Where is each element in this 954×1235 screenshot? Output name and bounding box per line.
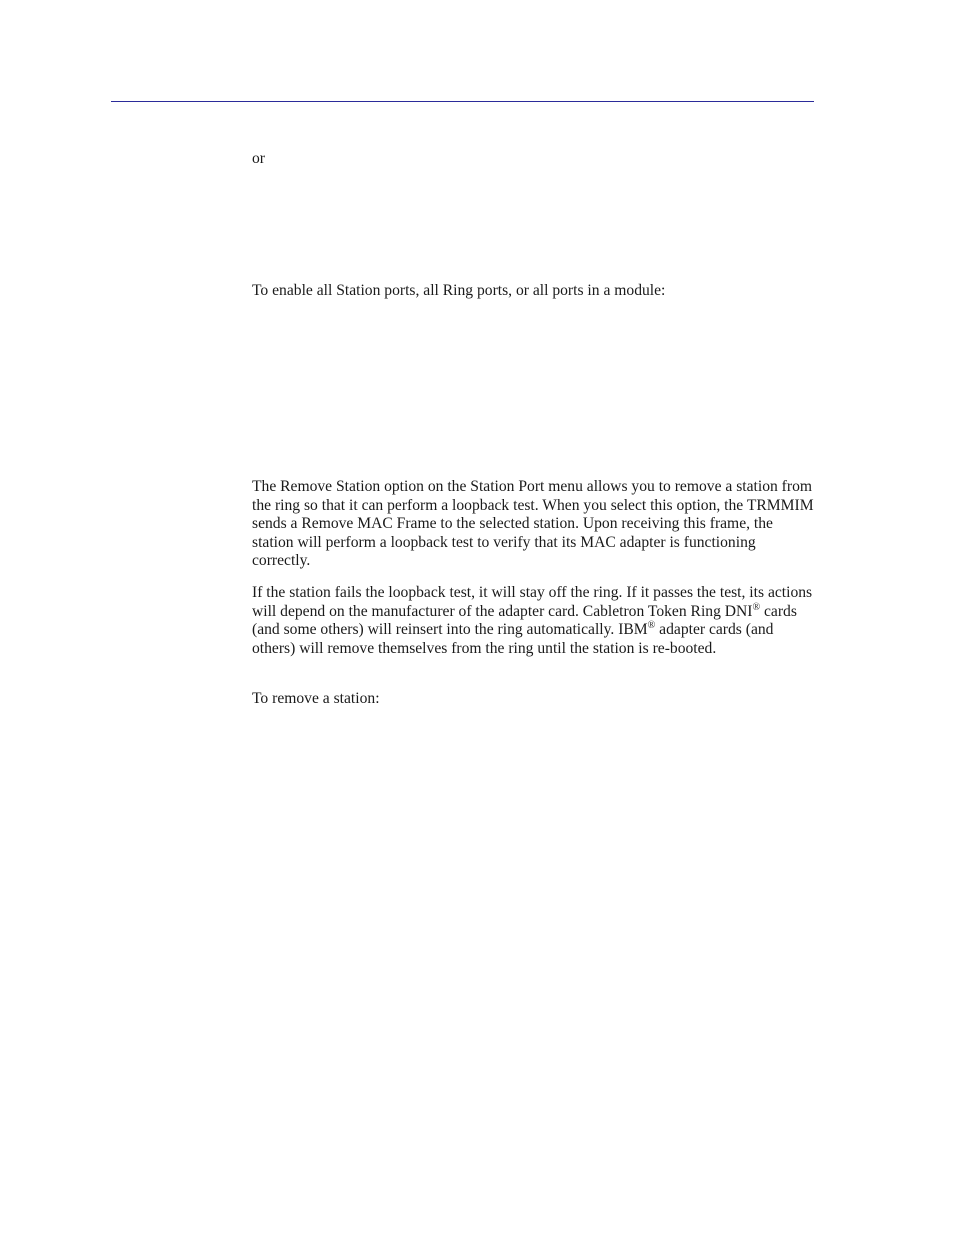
registered-mark: ®: [752, 601, 761, 613]
header-rule: [111, 101, 814, 102]
enable-ports-intro: To enable all Station ports, all Ring ports, or all ports in a module:: [252, 282, 666, 299]
loopback-fail-paragraph: [252, 584, 814, 658]
remove-station-intro: To remove a station:: [252, 690, 380, 707]
or-text: or: [252, 150, 265, 167]
fail-paragraph-part2: cards (and some others) will reinsert into the ring automatically. IBM: [252, 602, 797, 639]
registered-mark: ®: [647, 620, 656, 631]
fail-paragraph-part1: If the station fails the loopback test, it will stay off the ring. If it passes the test, its actions will depend on the manufacturer of the adapter card. Cabletron Token Ring DNI: [252, 584, 813, 620]
fail-paragraph-part3: adapter cards (and others) will remove themselves from the ring until the station is re-booted.: [252, 621, 774, 657]
remove-station-paragraph: The Remove Station option on the Station Port menu allows you to remove a station from the ring so that it can perform a loopback test. When you select this option, the TRMMIM sends a Remove MAC Frame to the selected station. Upon receiving this frame, the station will perform a loopback test to verify that its MAC adapter is functioning correctly.: [252, 478, 814, 570]
